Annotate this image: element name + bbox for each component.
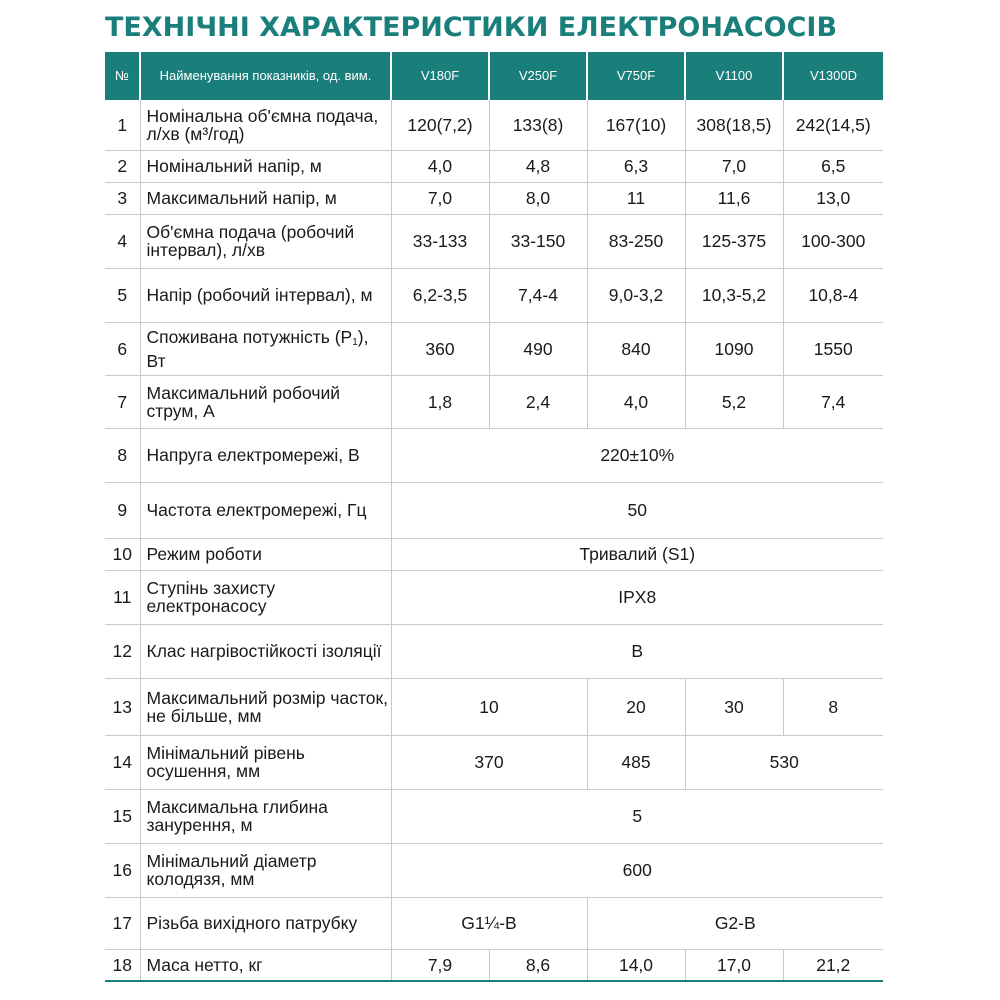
cell-value: 1550 <box>783 322 883 375</box>
row-num: 16 <box>105 843 140 897</box>
cell-value: G2-B <box>587 897 883 949</box>
row-num: 18 <box>105 949 140 981</box>
row-param: Максимальний робочий струм, А <box>140 375 391 428</box>
cell-value: 8,6 <box>489 949 587 981</box>
row-param: Частота електромережі, Гц <box>140 482 391 538</box>
cell-value: 30 <box>685 678 783 735</box>
param-text: Споживана потужність (P <box>146 326 353 347</box>
cell-value: B <box>391 624 883 678</box>
cell-value: 490 <box>489 322 587 375</box>
cell-value: 1,8 <box>391 375 489 428</box>
cell-value: 1090 <box>685 322 783 375</box>
cell-value: 308(18,5) <box>685 100 783 150</box>
table-row <box>105 735 883 789</box>
cell-value: 530 <box>685 735 883 789</box>
cell-value: 485 <box>587 735 685 789</box>
cell-value: 6,2-3,5 <box>391 268 489 322</box>
header-model: V1300D <box>783 52 883 100</box>
cell-value: 125-375 <box>685 214 783 268</box>
cell-value: 4,0 <box>391 150 489 182</box>
cell-value: 11,6 <box>685 182 783 214</box>
cell-value: IPX8 <box>391 570 883 624</box>
row-num: 2 <box>105 150 140 182</box>
header-row <box>105 52 883 100</box>
cell-value: 11 <box>587 182 685 214</box>
row-param: Напруга електромережі, В <box>140 428 391 482</box>
row-param: Максимальний розмір часток, не більше, мм <box>140 678 391 735</box>
table-row <box>105 789 883 843</box>
row-param: Напір (робочий інтервал), м <box>140 268 391 322</box>
row-param: Номінальна об'ємна подача, л/хв (м³/год) <box>140 100 391 150</box>
table-row <box>105 150 883 182</box>
cell-value: 7,4-4 <box>489 268 587 322</box>
table-row <box>105 624 883 678</box>
cell-value: 6,5 <box>783 150 883 182</box>
row-num: 12 <box>105 624 140 678</box>
table-row <box>105 949 883 981</box>
table-row <box>105 428 883 482</box>
cell-value: G1¼-B <box>391 897 587 949</box>
row-param: Мінімальний діаметр колодязя, мм <box>140 843 391 897</box>
header-model: V750F <box>587 52 685 100</box>
cell-value: 10,8-4 <box>783 268 883 322</box>
header-model: V180F <box>391 52 489 100</box>
cell-value: 4,8 <box>489 150 587 182</box>
cell-value: 133(8) <box>489 100 587 150</box>
cell-value: 33-150 <box>489 214 587 268</box>
row-num: 13 <box>105 678 140 735</box>
cell-value: 8,0 <box>489 182 587 214</box>
row-num: 9 <box>105 482 140 538</box>
cell-value: 33-133 <box>391 214 489 268</box>
cell-value: 17,0 <box>685 949 783 981</box>
cell-value: 2,4 <box>489 375 587 428</box>
cell-value: 9,0-3,2 <box>587 268 685 322</box>
row-param: Ступінь захисту електронасосу <box>140 570 391 624</box>
cell-value: 600 <box>391 843 883 897</box>
row-param: Об'ємна подача (робочий інтервал), л/хв <box>140 214 391 268</box>
cell-value: 4,0 <box>587 375 685 428</box>
row-num: 8 <box>105 428 140 482</box>
row-param: Мінімальний рівень осушення, мм <box>140 735 391 789</box>
cell-value: 6,3 <box>587 150 685 182</box>
row-num: 15 <box>105 789 140 843</box>
cell-value: 840 <box>587 322 685 375</box>
row-num: 14 <box>105 735 140 789</box>
cell-value: Тривалий (S1) <box>391 538 883 570</box>
header-model: V250F <box>489 52 587 100</box>
table-row <box>105 482 883 538</box>
cell-value: 21,2 <box>783 949 883 981</box>
cell-value: 242(14,5) <box>783 100 883 150</box>
cell-value: 20 <box>587 678 685 735</box>
row-param: Різьба вихідного патрубку <box>140 897 391 949</box>
cell-value: 220±10% <box>391 428 883 482</box>
page-title: ТЕХНІЧНІ ХАРАКТЕРИСТИКИ ЕЛЕКТРОНАСОСІВ <box>105 12 838 43</box>
row-num: 3 <box>105 182 140 214</box>
table-row <box>105 214 883 268</box>
row-num: 1 <box>105 100 140 150</box>
cell-value: 50 <box>391 482 883 538</box>
row-param: Режим роботи <box>140 538 391 570</box>
table-row <box>105 678 883 735</box>
cell-value: 13,0 <box>783 182 883 214</box>
row-num: 5 <box>105 268 140 322</box>
spec-table <box>105 52 883 982</box>
param-subscript: 1 <box>352 336 358 348</box>
header-param: Найменування показників, од. вим. <box>140 52 391 100</box>
cell-value: 7,4 <box>783 375 883 428</box>
row-param <box>140 322 391 375</box>
cell-value: 120(7,2) <box>391 100 489 150</box>
row-num: 7 <box>105 375 140 428</box>
table-row <box>105 375 883 428</box>
row-param: Клас нагрівостійкості ізоляції <box>140 624 391 678</box>
row-num: 6 <box>105 322 140 375</box>
table-row <box>105 100 883 150</box>
param-text: ), Вт <box>146 326 369 371</box>
row-num: 11 <box>105 570 140 624</box>
table-row <box>105 843 883 897</box>
cell-value: 14,0 <box>587 949 685 981</box>
table-row <box>105 570 883 624</box>
cell-value: 10,3-5,2 <box>685 268 783 322</box>
cell-value: 10 <box>391 678 587 735</box>
row-num: 17 <box>105 897 140 949</box>
table-row <box>105 182 883 214</box>
table-row <box>105 897 883 949</box>
cell-value: 5 <box>391 789 883 843</box>
cell-value: 7,0 <box>391 182 489 214</box>
cell-value: 167(10) <box>587 100 685 150</box>
cell-value: 8 <box>783 678 883 735</box>
cell-value: 370 <box>391 735 587 789</box>
cell-value: 7,0 <box>685 150 783 182</box>
row-num: 10 <box>105 538 140 570</box>
row-param: Маса нетто, кг <box>140 949 391 981</box>
table-row <box>105 538 883 570</box>
row-param: Максимальний напір, м <box>140 182 391 214</box>
cell-value: 360 <box>391 322 489 375</box>
cell-value: 7,9 <box>391 949 489 981</box>
table-row <box>105 322 883 375</box>
row-param: Номінальний напір, м <box>140 150 391 182</box>
table-row <box>105 268 883 322</box>
row-num: 4 <box>105 214 140 268</box>
row-param: Максимальна глибина занурення, м <box>140 789 391 843</box>
cell-value: 5,2 <box>685 375 783 428</box>
cell-value: 100-300 <box>783 214 883 268</box>
header-num: № <box>105 52 140 100</box>
header-model: V1100 <box>685 52 783 100</box>
cell-value: 83-250 <box>587 214 685 268</box>
